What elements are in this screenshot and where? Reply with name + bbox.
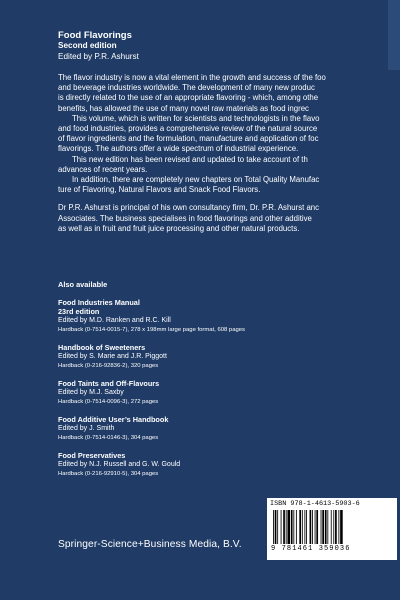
isbn-text: ISBN 978-1-4613-5903-6 xyxy=(270,500,360,508)
barcode-label xyxy=(267,498,397,560)
related-book xyxy=(58,451,378,478)
also-available-section xyxy=(58,280,378,487)
related-book-editors: Edited by N.J. Russell and G. W. Gould xyxy=(58,461,181,469)
description-line: and food industries, provides a comprehensive review of the natural source xyxy=(58,124,318,134)
description-line: This volume, which is written for scientists and technologists in the flavo xyxy=(72,113,320,123)
related-book-details: Hardback (0-7514-0146-3), 304 pages xyxy=(58,434,159,441)
related-book xyxy=(58,379,378,406)
description-line: ture of Flavoring, Natural Flavors and Snack Food Flavors. xyxy=(58,185,261,195)
related-book-list xyxy=(58,298,378,478)
barcode-bar xyxy=(296,510,297,544)
barcode-digits: 9 781461 359036 xyxy=(271,545,351,553)
book-editor: Edited by P.R. Ashurst xyxy=(58,52,139,61)
related-book-title: Handbook of Sweeteners xyxy=(58,343,146,353)
description-text xyxy=(58,73,400,234)
book-header xyxy=(58,30,139,62)
barcode-bar xyxy=(331,510,332,544)
related-book-edition: 23rd edition xyxy=(58,307,100,317)
book-edition: Second edition xyxy=(58,41,117,50)
description-line: flavorings. The authors offer a wide spectrum of industrial experience. xyxy=(58,144,299,154)
also-available-heading: Also available xyxy=(58,280,108,289)
barcode-bar xyxy=(312,510,313,544)
barcode-bar xyxy=(325,510,327,544)
barcode-bar xyxy=(316,510,318,544)
related-book-editors: Edited by S. Marie and J.R. Piggott xyxy=(58,353,167,361)
related-book xyxy=(58,343,378,370)
barcode-bar xyxy=(338,510,339,544)
description-line: is directly related to the use of an appropriate flavoring - which, among othe xyxy=(58,93,319,103)
related-book-title: Food Industries Manual xyxy=(58,298,140,307)
description-line: The flavor industry is now a vital element in the growth and success of the foo xyxy=(58,73,326,82)
barcode-bar xyxy=(287,510,290,544)
publisher-name: Springer-Science+Business Media, B.V. xyxy=(58,539,242,550)
description-line: Dr P.R. Ashurst is principal of his own consultancy firm, Dr. P.R. Ashurst anc xyxy=(58,203,320,213)
related-book-details: Hardback (0-7514-0015-7), 278 x 198mm large page format, 608 pages xyxy=(58,326,245,333)
barcode-bar xyxy=(293,510,294,544)
related-book xyxy=(58,415,378,442)
barcode-bar xyxy=(286,510,287,544)
barcode-bar xyxy=(281,510,282,544)
related-book xyxy=(58,298,378,334)
related-book-editors: Edited by J. Smith xyxy=(58,425,115,433)
related-book-details: Hardback (0-216-92910-5), 304 pages xyxy=(58,470,159,477)
related-book-title: Food Additive User’s Handbook xyxy=(58,415,169,425)
barcode-bar xyxy=(310,510,312,544)
description-line: advances of recent years. xyxy=(58,164,148,174)
barcode-bar xyxy=(273,510,274,544)
related-book-editors: Edited by M.D. Ranken and R.C. Kill xyxy=(58,317,171,325)
barcode-bar xyxy=(302,510,303,544)
related-book-editors: Edited by M.J. Saxby xyxy=(58,389,124,397)
related-book-title: Food Preservatives xyxy=(58,451,126,461)
barcode-bar xyxy=(340,510,343,544)
barcode-bar xyxy=(333,510,334,544)
description-line: This new edition has been revised and updated to take account of th xyxy=(72,154,308,164)
description-line: Associates. The business specialises in food flavorings and other additive xyxy=(58,213,312,223)
barcode-bar xyxy=(275,510,277,544)
barcode-bar xyxy=(315,510,316,544)
barcode-bar xyxy=(277,510,278,544)
description-line: as well as in fruit and fruit juice processing and other natural products. xyxy=(58,223,300,233)
related-book-details: Hardback (0-216-92836-2), 320 pages xyxy=(58,362,159,369)
barcode-bar xyxy=(304,510,305,544)
book-title: Food Flavorings xyxy=(58,30,132,41)
barcode-bar xyxy=(321,510,322,544)
barcode-bar xyxy=(299,510,301,544)
barcode-bar xyxy=(283,510,285,544)
barcode-bar xyxy=(327,510,328,544)
paragraph-gap xyxy=(58,195,400,203)
description-line: In addition, there are completely new chapters on Total Quality Manufac xyxy=(72,175,320,185)
description-line: of flavor ingredients and the formulation, manufacture and application of foc xyxy=(58,134,319,144)
barcode-bar xyxy=(306,510,307,544)
barcode-bar xyxy=(291,510,293,544)
barcode-bar xyxy=(335,510,337,544)
related-book-details: Hardback (0-7514-0096-3), 272 pages xyxy=(58,398,159,405)
barcode-bars xyxy=(271,510,393,544)
description-line: benefits, has allowed the use of many novel raw materials as food ingrec xyxy=(58,103,309,113)
barcode-bar xyxy=(322,510,324,544)
description-line: and beverage industries worldwide. The development of many new produc xyxy=(58,83,315,93)
related-book-title: Food Taints and Off-Flavours xyxy=(58,379,160,389)
